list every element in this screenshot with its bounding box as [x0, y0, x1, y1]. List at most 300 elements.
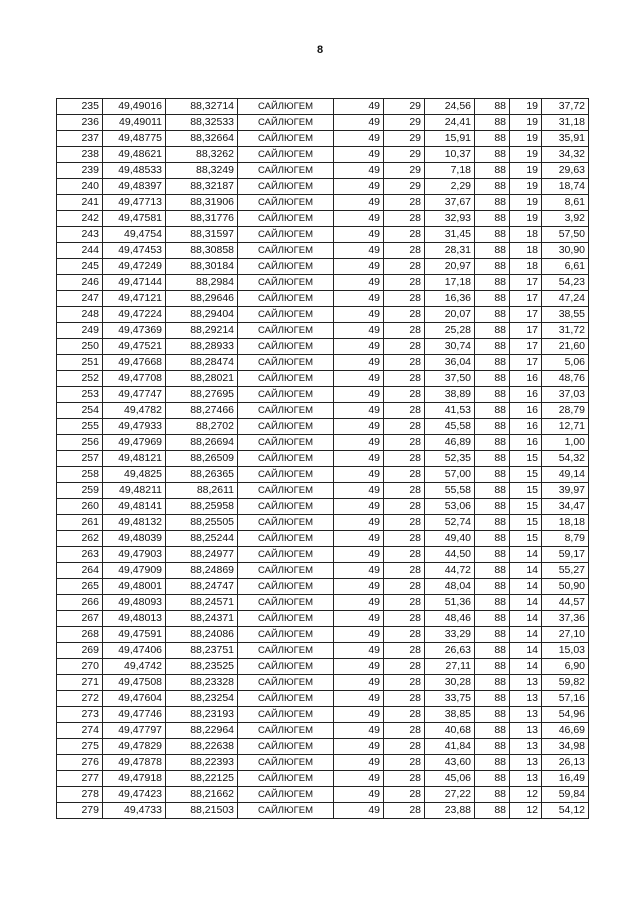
row-number-cell: 255	[57, 419, 103, 435]
lon-seconds-cell: 37,36	[542, 611, 589, 627]
lon-degrees-cell: 88	[475, 243, 510, 259]
lon-degrees-cell: 88	[475, 739, 510, 755]
lat-degrees-cell: 49	[334, 259, 384, 275]
lat-minutes-cell: 28	[384, 403, 425, 419]
lon-minutes-cell: 19	[510, 179, 542, 195]
lat-seconds-cell: 23,88	[425, 803, 475, 819]
name-cell: САЙЛЮГЕМ	[238, 227, 334, 243]
lon-minutes-cell: 13	[510, 691, 542, 707]
lon-minutes-cell: 15	[510, 531, 542, 547]
lat-minutes-cell: 28	[384, 723, 425, 739]
lon-degrees-cell: 88	[475, 755, 510, 771]
table-row	[57, 467, 589, 483]
lon-degrees-cell: 88	[475, 147, 510, 163]
longitude-cell: 88,32533	[166, 115, 238, 131]
row-number-cell: 276	[57, 755, 103, 771]
latitude-cell: 49,47918	[103, 771, 166, 787]
name-cell: САЙЛЮГЕМ	[238, 579, 334, 595]
lat-seconds-cell: 2,29	[425, 179, 475, 195]
latitude-cell: 49,49011	[103, 115, 166, 131]
latitude-cell: 49,47668	[103, 355, 166, 371]
lat-seconds-cell: 48,46	[425, 611, 475, 627]
lat-degrees-cell: 49	[334, 211, 384, 227]
table-row	[57, 419, 589, 435]
lon-seconds-cell: 59,17	[542, 547, 589, 563]
latitude-cell: 49,48013	[103, 611, 166, 627]
lon-seconds-cell: 54,12	[542, 803, 589, 819]
lon-degrees-cell: 88	[475, 339, 510, 355]
name-cell: САЙЛЮГЕМ	[238, 451, 334, 467]
latitude-cell: 49,47453	[103, 243, 166, 259]
lon-degrees-cell: 88	[475, 659, 510, 675]
latitude-cell: 49,48039	[103, 531, 166, 547]
lon-degrees-cell: 88	[475, 723, 510, 739]
lat-minutes-cell: 28	[384, 211, 425, 227]
row-number-cell: 241	[57, 195, 103, 211]
lon-degrees-cell: 88	[475, 179, 510, 195]
lat-seconds-cell: 7,18	[425, 163, 475, 179]
longitude-cell: 88,28933	[166, 339, 238, 355]
lat-minutes-cell: 28	[384, 387, 425, 403]
lat-seconds-cell: 43,60	[425, 755, 475, 771]
longitude-cell: 88,2611	[166, 483, 238, 499]
lat-degrees-cell: 49	[334, 595, 384, 611]
name-cell: САЙЛЮГЕМ	[238, 643, 334, 659]
latitude-cell: 49,4782	[103, 403, 166, 419]
lat-seconds-cell: 27,11	[425, 659, 475, 675]
lon-minutes-cell: 18	[510, 259, 542, 275]
latitude-cell: 49,48121	[103, 451, 166, 467]
table-row	[57, 611, 589, 627]
lat-degrees-cell: 49	[334, 403, 384, 419]
lat-degrees-cell: 49	[334, 387, 384, 403]
longitude-cell: 88,26509	[166, 451, 238, 467]
lat-minutes-cell: 28	[384, 467, 425, 483]
table-row	[57, 707, 589, 723]
latitude-cell: 49,48621	[103, 147, 166, 163]
lat-seconds-cell: 41,84	[425, 739, 475, 755]
row-number-cell: 251	[57, 355, 103, 371]
name-cell: САЙЛЮГЕМ	[238, 371, 334, 387]
lat-degrees-cell: 49	[334, 611, 384, 627]
lat-minutes-cell: 28	[384, 483, 425, 499]
name-cell: САЙЛЮГЕМ	[238, 163, 334, 179]
lat-degrees-cell: 49	[334, 643, 384, 659]
lon-seconds-cell: 48,76	[542, 371, 589, 387]
table-row	[57, 147, 589, 163]
lat-seconds-cell: 48,04	[425, 579, 475, 595]
row-number-cell: 268	[57, 627, 103, 643]
lon-seconds-cell: 16,49	[542, 771, 589, 787]
lat-minutes-cell: 28	[384, 451, 425, 467]
latitude-cell: 49,47521	[103, 339, 166, 355]
lon-degrees-cell: 88	[475, 675, 510, 691]
latitude-cell: 49,4742	[103, 659, 166, 675]
name-cell: САЙЛЮГЕМ	[238, 483, 334, 499]
longitude-cell: 88,25958	[166, 499, 238, 515]
longitude-cell: 88,3262	[166, 147, 238, 163]
lon-seconds-cell: 34,32	[542, 147, 589, 163]
name-cell: САЙЛЮГЕМ	[238, 387, 334, 403]
row-number-cell: 264	[57, 563, 103, 579]
lat-minutes-cell: 28	[384, 803, 425, 819]
lat-minutes-cell: 29	[384, 163, 425, 179]
lon-degrees-cell: 88	[475, 611, 510, 627]
longitude-cell: 88,31776	[166, 211, 238, 227]
row-number-cell: 235	[57, 99, 103, 115]
lon-degrees-cell: 88	[475, 435, 510, 451]
lon-seconds-cell: 18,74	[542, 179, 589, 195]
lon-minutes-cell: 14	[510, 579, 542, 595]
name-cell: САЙЛЮГЕМ	[238, 787, 334, 803]
lat-degrees-cell: 49	[334, 147, 384, 163]
lon-minutes-cell: 17	[510, 339, 542, 355]
table-row	[57, 483, 589, 499]
name-cell: САЙЛЮГЕМ	[238, 499, 334, 515]
longitude-cell: 88,22964	[166, 723, 238, 739]
lon-seconds-cell: 37,03	[542, 387, 589, 403]
lon-minutes-cell: 18	[510, 243, 542, 259]
name-cell: САЙЛЮГЕМ	[238, 355, 334, 371]
table-row	[57, 195, 589, 211]
lon-minutes-cell: 12	[510, 787, 542, 803]
longitude-cell: 88,25505	[166, 515, 238, 531]
lat-degrees-cell: 49	[334, 707, 384, 723]
lon-degrees-cell: 88	[475, 579, 510, 595]
lat-degrees-cell: 49	[334, 339, 384, 355]
lon-seconds-cell: 54,96	[542, 707, 589, 723]
name-cell: САЙЛЮГЕМ	[238, 131, 334, 147]
lon-seconds-cell: 47,24	[542, 291, 589, 307]
lat-minutes-cell: 29	[384, 147, 425, 163]
lat-seconds-cell: 52,35	[425, 451, 475, 467]
table-row	[57, 675, 589, 691]
lat-degrees-cell: 49	[334, 515, 384, 531]
lat-seconds-cell: 33,75	[425, 691, 475, 707]
lon-minutes-cell: 16	[510, 419, 542, 435]
longitude-cell: 88,2984	[166, 275, 238, 291]
name-cell: САЙЛЮГЕМ	[238, 627, 334, 643]
lon-degrees-cell: 88	[475, 131, 510, 147]
lat-minutes-cell: 28	[384, 579, 425, 595]
table-row	[57, 403, 589, 419]
lon-degrees-cell: 88	[475, 707, 510, 723]
lon-seconds-cell: 57,16	[542, 691, 589, 707]
longitude-cell: 88,23193	[166, 707, 238, 723]
lat-minutes-cell: 28	[384, 291, 425, 307]
table-row	[57, 99, 589, 115]
lon-seconds-cell: 8,61	[542, 195, 589, 211]
lon-seconds-cell: 49,14	[542, 467, 589, 483]
table-row	[57, 323, 589, 339]
lat-seconds-cell: 10,37	[425, 147, 475, 163]
row-number-cell: 239	[57, 163, 103, 179]
name-cell: САЙЛЮГЕМ	[238, 467, 334, 483]
lon-minutes-cell: 16	[510, 387, 542, 403]
latitude-cell: 49,47406	[103, 643, 166, 659]
lon-seconds-cell: 30,90	[542, 243, 589, 259]
table-row	[57, 627, 589, 643]
table-row	[57, 547, 589, 563]
lat-seconds-cell: 28,31	[425, 243, 475, 259]
table-row	[57, 515, 589, 531]
latitude-cell: 49,47909	[103, 563, 166, 579]
latitude-cell: 49,4825	[103, 467, 166, 483]
lat-degrees-cell: 49	[334, 307, 384, 323]
latitude-cell: 49,47713	[103, 195, 166, 211]
lat-degrees-cell: 49	[334, 419, 384, 435]
lon-minutes-cell: 12	[510, 803, 542, 819]
lat-degrees-cell: 49	[334, 451, 384, 467]
row-number-cell: 260	[57, 499, 103, 515]
name-cell: САЙЛЮГЕМ	[238, 179, 334, 195]
lat-minutes-cell: 28	[384, 739, 425, 755]
latitude-cell: 49,47423	[103, 787, 166, 803]
lat-minutes-cell: 28	[384, 691, 425, 707]
lat-minutes-cell: 28	[384, 675, 425, 691]
lon-degrees-cell: 88	[475, 291, 510, 307]
lat-minutes-cell: 28	[384, 419, 425, 435]
table-row	[57, 371, 589, 387]
table-row	[57, 243, 589, 259]
lat-seconds-cell: 24,56	[425, 99, 475, 115]
lon-minutes-cell: 16	[510, 435, 542, 451]
lat-degrees-cell: 49	[334, 371, 384, 387]
lon-degrees-cell: 88	[475, 355, 510, 371]
latitude-cell: 49,47933	[103, 419, 166, 435]
table-row	[57, 755, 589, 771]
lat-degrees-cell: 49	[334, 531, 384, 547]
longitude-cell: 88,30184	[166, 259, 238, 275]
table-row	[57, 643, 589, 659]
latitude-cell: 49,47708	[103, 371, 166, 387]
lat-seconds-cell: 55,58	[425, 483, 475, 499]
lat-seconds-cell: 45,06	[425, 771, 475, 787]
latitude-cell: 49,47903	[103, 547, 166, 563]
lon-minutes-cell: 15	[510, 483, 542, 499]
lon-seconds-cell: 37,72	[542, 99, 589, 115]
lat-minutes-cell: 28	[384, 323, 425, 339]
table-row	[57, 339, 589, 355]
lat-degrees-cell: 49	[334, 131, 384, 147]
row-number-cell: 273	[57, 707, 103, 723]
lon-seconds-cell: 29,63	[542, 163, 589, 179]
latitude-cell: 49,47591	[103, 627, 166, 643]
lon-seconds-cell: 8,79	[542, 531, 589, 547]
lat-minutes-cell: 28	[384, 627, 425, 643]
row-number-cell: 266	[57, 595, 103, 611]
lon-seconds-cell: 50,90	[542, 579, 589, 595]
lat-minutes-cell: 28	[384, 595, 425, 611]
lat-degrees-cell: 49	[334, 243, 384, 259]
table-row	[57, 531, 589, 547]
name-cell: САЙЛЮГЕМ	[238, 195, 334, 211]
lon-minutes-cell: 13	[510, 771, 542, 787]
lat-degrees-cell: 49	[334, 195, 384, 211]
table-row	[57, 163, 589, 179]
lon-degrees-cell: 88	[475, 211, 510, 227]
longitude-cell: 88,22638	[166, 739, 238, 755]
lat-degrees-cell: 49	[334, 659, 384, 675]
table-row	[57, 499, 589, 515]
name-cell: САЙЛЮГЕМ	[238, 691, 334, 707]
latitude-cell: 49,47878	[103, 755, 166, 771]
table-body	[57, 99, 589, 819]
latitude-cell: 49,47144	[103, 275, 166, 291]
lat-degrees-cell: 49	[334, 803, 384, 819]
lon-minutes-cell: 15	[510, 467, 542, 483]
row-number-cell: 238	[57, 147, 103, 163]
lat-degrees-cell: 49	[334, 115, 384, 131]
lat-minutes-cell: 28	[384, 611, 425, 627]
lat-degrees-cell: 49	[334, 723, 384, 739]
lon-seconds-cell: 15,03	[542, 643, 589, 659]
table-row	[57, 275, 589, 291]
lat-seconds-cell: 25,28	[425, 323, 475, 339]
lon-degrees-cell: 88	[475, 643, 510, 659]
row-number-cell: 265	[57, 579, 103, 595]
row-number-cell: 262	[57, 531, 103, 547]
lon-degrees-cell: 88	[475, 163, 510, 179]
longitude-cell: 88,22125	[166, 771, 238, 787]
lat-minutes-cell: 28	[384, 515, 425, 531]
lat-minutes-cell: 28	[384, 787, 425, 803]
lon-degrees-cell: 88	[475, 595, 510, 611]
latitude-cell: 49,47369	[103, 323, 166, 339]
lat-degrees-cell: 49	[334, 691, 384, 707]
row-number-cell: 236	[57, 115, 103, 131]
longitude-cell: 88,23254	[166, 691, 238, 707]
latitude-cell: 49,47829	[103, 739, 166, 755]
latitude-cell: 49,47508	[103, 675, 166, 691]
lon-minutes-cell: 17	[510, 307, 542, 323]
longitude-cell: 88,24571	[166, 595, 238, 611]
lon-seconds-cell: 12,71	[542, 419, 589, 435]
name-cell: САЙЛЮГЕМ	[238, 707, 334, 723]
latitude-cell: 49,47746	[103, 707, 166, 723]
row-number-cell: 272	[57, 691, 103, 707]
lat-minutes-cell: 29	[384, 115, 425, 131]
latitude-cell: 49,47747	[103, 387, 166, 403]
lon-degrees-cell: 88	[475, 227, 510, 243]
lat-degrees-cell: 49	[334, 323, 384, 339]
lat-minutes-cell: 29	[384, 99, 425, 115]
lon-minutes-cell: 14	[510, 627, 542, 643]
lon-seconds-cell: 27,10	[542, 627, 589, 643]
lon-seconds-cell: 3,92	[542, 211, 589, 227]
longitude-cell: 88,23328	[166, 675, 238, 691]
lat-seconds-cell: 24,41	[425, 115, 475, 131]
lat-seconds-cell: 57,00	[425, 467, 475, 483]
lon-seconds-cell: 59,84	[542, 787, 589, 803]
lat-degrees-cell: 49	[334, 291, 384, 307]
name-cell: САЙЛЮГЕМ	[238, 323, 334, 339]
lat-minutes-cell: 28	[384, 339, 425, 355]
lat-seconds-cell: 53,06	[425, 499, 475, 515]
lon-seconds-cell: 54,32	[542, 451, 589, 467]
row-number-cell: 256	[57, 435, 103, 451]
longitude-cell: 88,30858	[166, 243, 238, 259]
latitude-cell: 49,47797	[103, 723, 166, 739]
lat-degrees-cell: 49	[334, 739, 384, 755]
longitude-cell: 88,24747	[166, 579, 238, 595]
lat-seconds-cell: 33,29	[425, 627, 475, 643]
longitude-cell: 88,32664	[166, 131, 238, 147]
longitude-cell: 88,2702	[166, 419, 238, 435]
lat-degrees-cell: 49	[334, 675, 384, 691]
lon-minutes-cell: 14	[510, 659, 542, 675]
lon-degrees-cell: 88	[475, 627, 510, 643]
lat-minutes-cell: 28	[384, 707, 425, 723]
lat-seconds-cell: 27,22	[425, 787, 475, 803]
row-number-cell: 275	[57, 739, 103, 755]
lon-seconds-cell: 6,90	[542, 659, 589, 675]
latitude-cell: 49,48775	[103, 131, 166, 147]
lat-minutes-cell: 29	[384, 179, 425, 195]
lat-degrees-cell: 49	[334, 355, 384, 371]
lon-minutes-cell: 13	[510, 739, 542, 755]
lat-seconds-cell: 44,72	[425, 563, 475, 579]
longitude-cell: 88,32187	[166, 179, 238, 195]
latitude-cell: 49,47224	[103, 307, 166, 323]
longitude-cell: 88,24977	[166, 547, 238, 563]
latitude-cell: 49,48211	[103, 483, 166, 499]
lat-degrees-cell: 49	[334, 435, 384, 451]
lat-seconds-cell: 44,50	[425, 547, 475, 563]
lat-degrees-cell: 49	[334, 499, 384, 515]
lon-degrees-cell: 88	[475, 803, 510, 819]
lon-degrees-cell: 88	[475, 403, 510, 419]
name-cell: САЙЛЮГЕМ	[238, 515, 334, 531]
lon-minutes-cell: 13	[510, 755, 542, 771]
name-cell: САЙЛЮГЕМ	[238, 243, 334, 259]
lon-seconds-cell: 35,91	[542, 131, 589, 147]
latitude-cell: 49,48533	[103, 163, 166, 179]
lat-degrees-cell: 49	[334, 627, 384, 643]
longitude-cell: 88,24869	[166, 563, 238, 579]
row-number-cell: 243	[57, 227, 103, 243]
table-row	[57, 739, 589, 755]
lat-minutes-cell: 28	[384, 195, 425, 211]
longitude-cell: 88,28474	[166, 355, 238, 371]
lon-seconds-cell: 39,97	[542, 483, 589, 499]
lat-minutes-cell: 28	[384, 227, 425, 243]
table-row	[57, 771, 589, 787]
lat-degrees-cell: 49	[334, 275, 384, 291]
lat-degrees-cell: 49	[334, 787, 384, 803]
longitude-cell: 88,22393	[166, 755, 238, 771]
lat-degrees-cell: 49	[334, 483, 384, 499]
lon-degrees-cell: 88	[475, 547, 510, 563]
lat-seconds-cell: 20,07	[425, 307, 475, 323]
lat-minutes-cell: 28	[384, 243, 425, 259]
name-cell: САЙЛЮГЕМ	[238, 755, 334, 771]
longitude-cell: 88,24371	[166, 611, 238, 627]
name-cell: САЙЛЮГЕМ	[238, 739, 334, 755]
row-number-cell: 261	[57, 515, 103, 531]
lon-degrees-cell: 88	[475, 323, 510, 339]
lat-seconds-cell: 15,91	[425, 131, 475, 147]
name-cell: САЙЛЮГЕМ	[238, 419, 334, 435]
row-number-cell: 278	[57, 787, 103, 803]
row-number-cell: 242	[57, 211, 103, 227]
longitude-cell: 88,32714	[166, 99, 238, 115]
table-row	[57, 291, 589, 307]
lat-seconds-cell: 52,74	[425, 515, 475, 531]
lat-degrees-cell: 49	[334, 771, 384, 787]
lat-degrees-cell: 49	[334, 467, 384, 483]
lat-degrees-cell: 49	[334, 99, 384, 115]
